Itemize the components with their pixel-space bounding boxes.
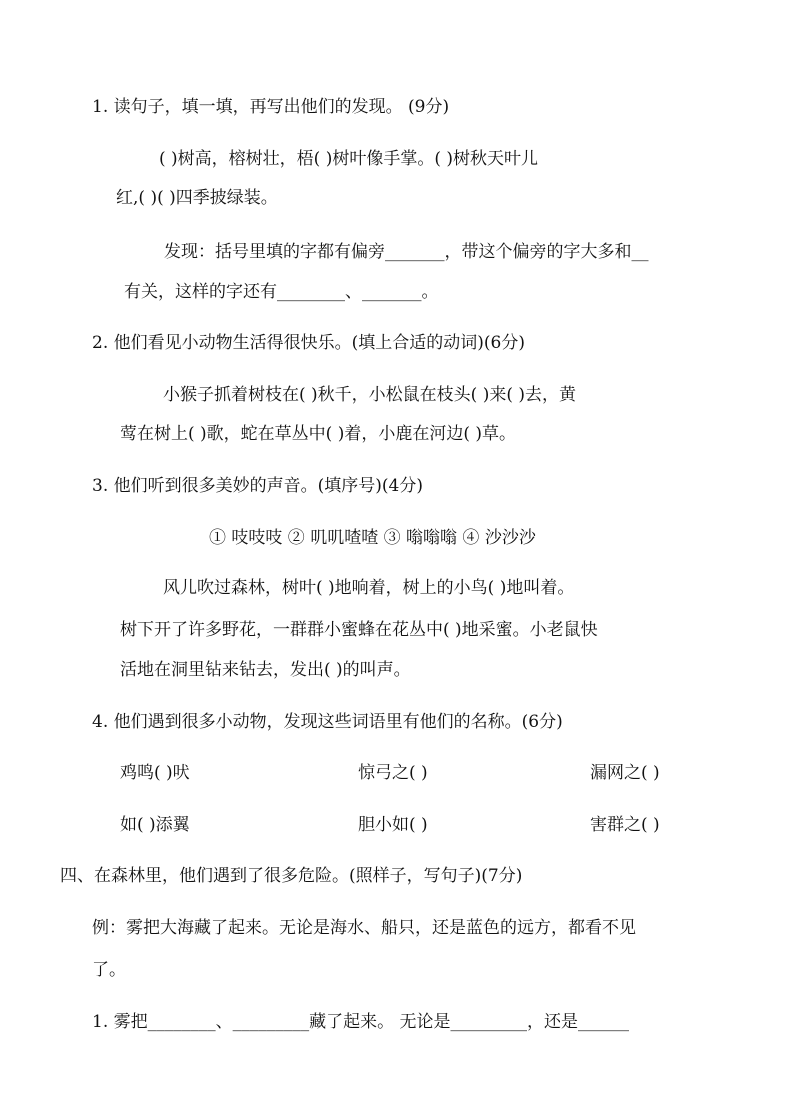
question-1-line-2: 红,( )( )四季披绿装。 bbox=[116, 188, 278, 208]
question-4-title: 4. 他们遇到很多小动物，发现这些词语里有他们的名称。(6分) bbox=[92, 712, 563, 732]
question-1-line-3: 发现：括号里填的字都有偏旁_______，带这个偏旁的字大多和__ bbox=[164, 242, 649, 262]
question-1-line-1: ( )树高，榕树壮，梧( )树叶像手掌。( )树秋天叶儿 bbox=[159, 149, 539, 169]
question-2-title: 2. 他们看见小动物生活得很快乐。(填上合适的动词)(6分) bbox=[92, 333, 525, 353]
example-line-1: 例：雾把大海藏了起来。无论是海水、船只，还是蓝色的远方，都看不见 bbox=[92, 918, 636, 938]
idiom-item: 胆小如( ) bbox=[358, 815, 428, 835]
question-2-line-1: 小猴子抓着树枝在( )秋千，小松鼠在枝头( )来( )去，黄 bbox=[163, 385, 577, 405]
idiom-item: 惊弓之( ) bbox=[358, 763, 428, 783]
idiom-item: 漏网之( ) bbox=[590, 763, 660, 783]
question-1-title: 1. 读句子，填一填，再写出他们的发现。 (9分) bbox=[92, 97, 450, 117]
section-4-question-1: 1. 雾把________、_________藏了起来。 无论是_________，还是______ bbox=[92, 1012, 630, 1032]
question-1-line-4: 有关，这样的字还有________、_______。 bbox=[124, 282, 439, 302]
question-3-line-3: 活地在洞里钻来钻去，发出( )的叫声。 bbox=[120, 660, 411, 680]
question-2-line-2: 莺在树上( )歌，蛇在草丛中( )着，小鹿在河边( )草。 bbox=[120, 424, 517, 444]
example-line-2: 了。 bbox=[92, 960, 126, 980]
idiom-item: 害群之( ) bbox=[590, 815, 660, 835]
question-3-options: ① 吱吱吱 ② 叽叽喳喳 ③ 嗡嗡嗡 ④ 沙沙沙 bbox=[209, 528, 536, 548]
idiom-item: 鸡鸣( )吠 bbox=[120, 763, 190, 783]
section-4-title: 四、在森林里，他们遇到了很多危险。(照样子，写句子)(7分) bbox=[60, 866, 523, 886]
question-3-line-1: 风儿吹过森林，树叶( )地响着，树上的小鸟( )地叫着。 bbox=[163, 578, 575, 598]
question-3-line-2: 树下开了许多野花，一群群小蜜蜂在花丛中( )地采蜜。小老鼠快 bbox=[120, 620, 598, 640]
idiom-item: 如( )添翼 bbox=[120, 815, 190, 835]
question-3-title: 3. 他们听到很多美妙的声音。(填序号)(4分) bbox=[92, 476, 423, 496]
